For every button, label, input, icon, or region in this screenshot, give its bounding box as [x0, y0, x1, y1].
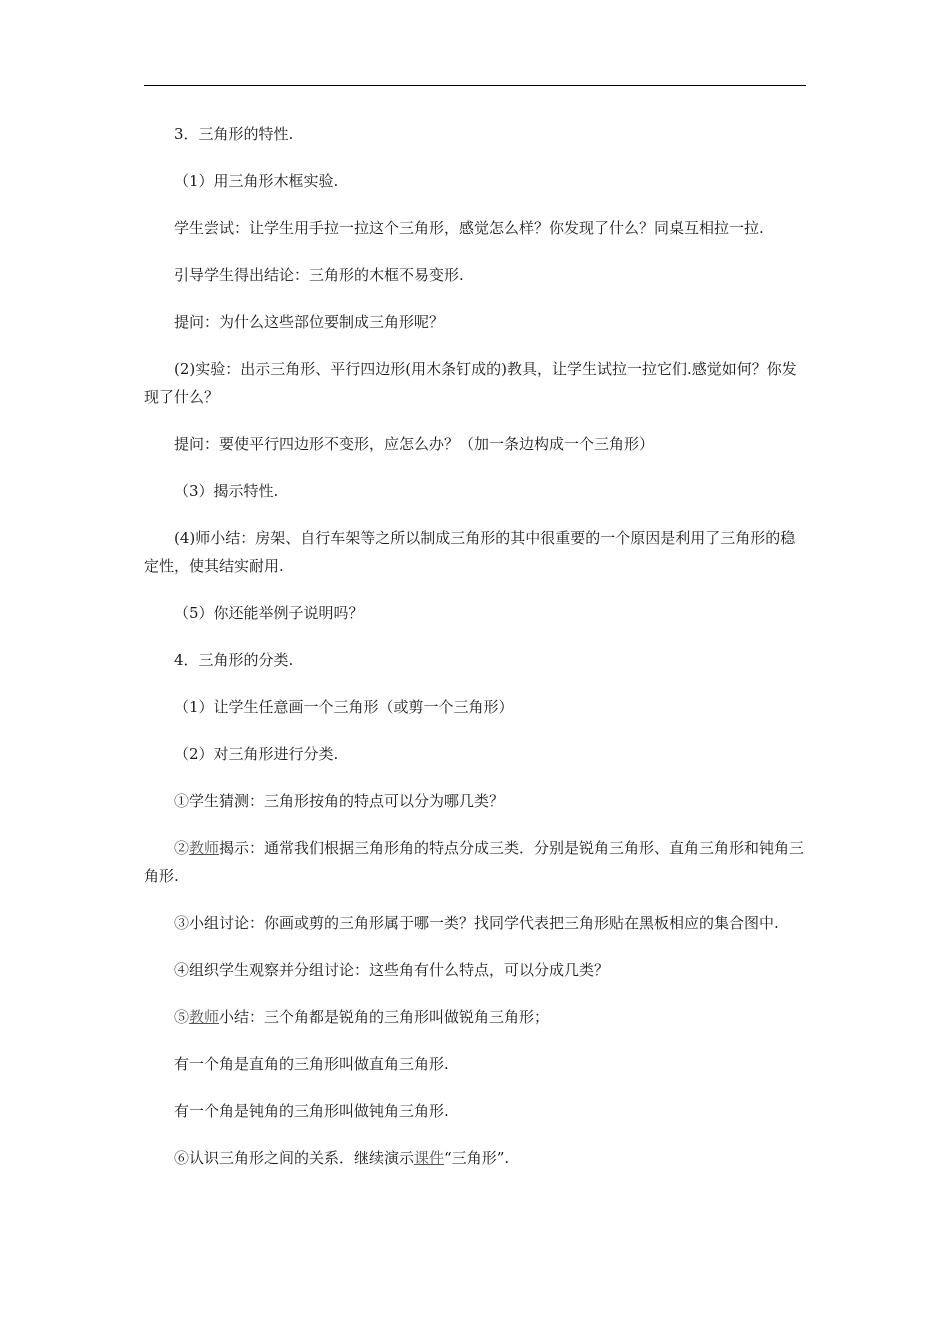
courseware-link[interactable]: 课件 — [414, 1149, 445, 1167]
paragraph: (2)实验：出示三角形、平行四边形(用木条钉成的)教具，让学生试拉一拉它们.感觉如何？你发现了什么？ — [144, 360, 797, 406]
paragraph — [144, 834, 808, 890]
paragraph: 有一个角是直角的三角形叫做直角三角形. — [174, 1055, 449, 1073]
paragraph: （2）对三角形进行分类. — [174, 745, 339, 763]
teacher-link[interactable]: 教师 — [189, 839, 220, 857]
paragraph: 有一个角是钝角的三角形叫做钝角三角形. — [174, 1102, 449, 1120]
paragraph: 引导学生得出结论：三角形的木框不易变形. — [174, 266, 464, 284]
header-rule — [144, 85, 806, 86]
paragraph: （5）你还能举例子说明吗？ — [174, 604, 364, 622]
paragraph: 提问：要使平行四边形不变形，应怎么办？（加一条边构成一个三角形） — [174, 435, 655, 453]
paragraph: （1）让学生任意画一个三角形（或剪一个三角形） — [174, 698, 514, 716]
paragraph: （3）揭示特性. — [174, 482, 279, 500]
paragraph: 3．三角形的特性. — [174, 125, 294, 143]
paragraph: (4)师小结：房架、自行车架等之所以制成三角形的其中很重要的一个原因是利用了三角形的稳定性，使其结实耐用. — [144, 529, 796, 575]
paragraph: 4．三角形的分类. — [174, 651, 294, 669]
teacher-link[interactable]: 教师 — [189, 1008, 220, 1026]
paragraph: ①学生猜测：三角形按角的特点可以分为哪几类？ — [174, 792, 505, 810]
paragraph — [144, 1144, 808, 1172]
document-body — [144, 120, 808, 1191]
paragraph: （1）用三角形木框实验. — [174, 172, 339, 190]
paragraph-suffix: “三角形”. — [444, 1149, 510, 1167]
paragraph-prefix: ⑤ — [174, 1008, 190, 1026]
paragraph: 学生尝试：让学生用手拉一拉这个三角形，感觉怎么样？你发现了什么？同桌互相拉一拉. — [174, 219, 764, 237]
paragraph-suffix: 小结：三个角都是锐角的三角形叫做锐角三角形； — [219, 1008, 550, 1026]
paragraph — [144, 1003, 808, 1031]
paragraph-prefix: ② — [174, 839, 190, 857]
paragraph: 提问：为什么这些部位要制成三角形呢？ — [174, 313, 445, 331]
paragraph-prefix: ⑥认识三角形之间的关系．继续演示 — [174, 1149, 415, 1167]
paragraph: ③小组讨论：你画或剪的三角形属于哪一类？找同学代表把三角形贴在黑板相应的集合图中. — [174, 914, 779, 932]
paragraph: ④组织学生观察并分组讨论：这些角有什么特点，可以分成几类？ — [174, 961, 610, 979]
paragraph-suffix: 揭示：通常我们根据三角形角的特点分成三类．分别是锐角三角形、直角三角形和钝角三角形. — [144, 839, 805, 885]
